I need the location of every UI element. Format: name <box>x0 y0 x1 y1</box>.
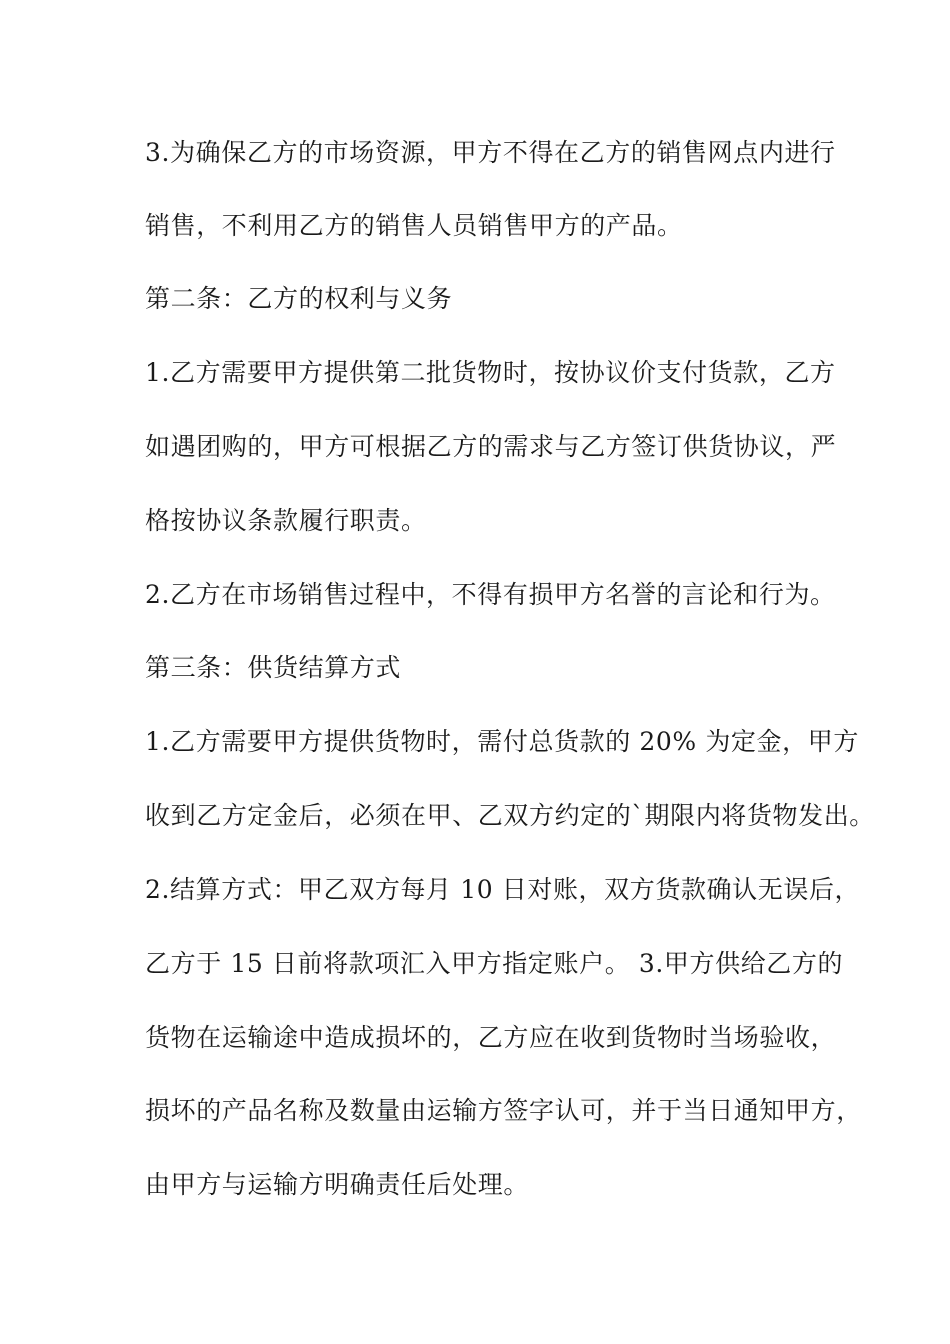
paragraph-line: 货物在运输途中造成损坏的，乙方应在收到货物时当场验收， <box>145 1023 837 1052</box>
section-heading: 第三条：供货结算方式 <box>145 653 402 682</box>
paragraph-line: 1.乙方需要甲方提供货物时，需付总货款的 20% 为定金，甲方 <box>145 727 859 756</box>
paragraph-line: 如遇团购的，甲方可根据乙方的需求与乙方签订供货协议，严 <box>145 432 837 461</box>
paragraph-line: 销售，不利用乙方的销售人员销售甲方的产品。 <box>145 211 683 240</box>
paragraph-line: 乙方于 15 日前将款项汇入甲方指定账户。 3.甲方供给乙方的 <box>145 949 844 978</box>
paragraph-line: 格按协议条款履行职责。 <box>145 506 427 535</box>
paragraph-line: 损坏的产品名称及数量由运输方签字认可，并于当日通知甲方， <box>145 1096 862 1125</box>
paragraph-line: 3.为确保乙方的市场资源，甲方不得在乙方的销售网点内进行 <box>145 138 836 167</box>
paragraph-line: 由甲方与运输方明确责任后处理。 <box>145 1170 530 1199</box>
paragraph-line: 2.结算方式：甲乙双方每月 10 日对账，双方货款确认无误后， <box>145 875 861 904</box>
paragraph-line: 2.乙方在市场销售过程中，不得有损甲方名誉的言论和行为。 <box>145 580 836 609</box>
section-heading: 第二条：乙方的权利与义务 <box>145 284 453 313</box>
paragraph-line: 收到乙方定金后，必须在甲、乙双方约定的`期限内将货物发出。 <box>145 801 875 830</box>
paragraph-line: 1.乙方需要甲方提供第二批货物时，按协议价支付货款，乙方 <box>145 358 836 387</box>
